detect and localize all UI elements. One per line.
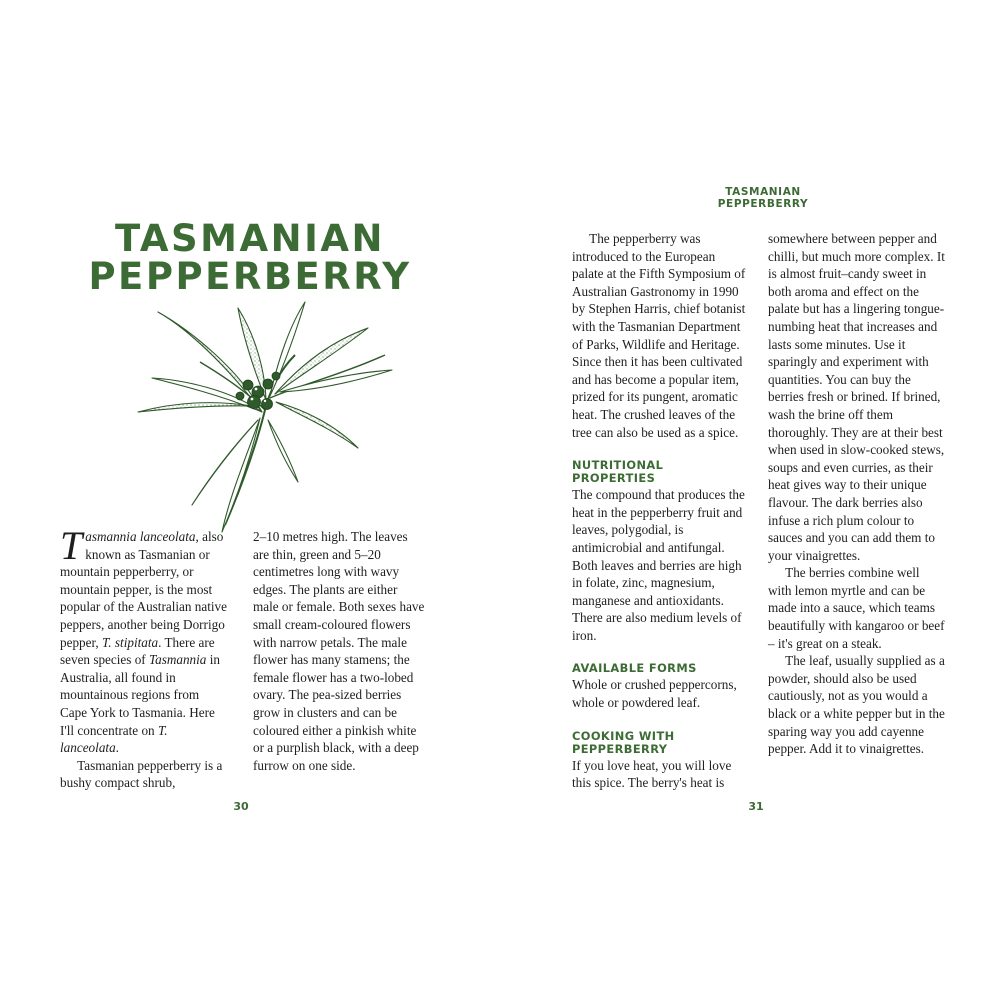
left-page-column-1 [60, 523, 228, 792]
cooking-paragraph-continued: somewhere between pepper and chilli, but much more complex. It is almost fruit–candy sweet in both aroma and effect on the palate but has a lingering tongue-numbing heat that increases and lasts some minutes. Use it sparingly and experiment with quantities. You can buy the berries fresh or brined. If brined, wash the brine off them thoroughly. They are at their best when used in slow-cooked stews, soups and even curries, as their heat gives way to their unique flavour. The dark berries also infuse a rich plum colour to sauces and you can add them to your vinaigrettes. [768, 231, 945, 563]
page-title-line-1: TASMANIAN [115, 217, 385, 260]
right-page-column-1 [572, 230, 747, 792]
description-paragraph-start: Tasmanian pepperberry is a bushy compact shrub, [60, 757, 223, 791]
page-title [60, 217, 440, 298]
intro-text-2: . There are seven species of [60, 634, 215, 668]
forms-heading: AVAILABLE FORMS [572, 661, 697, 676]
nutrition-paragraph: The compound that produces the heat in the pepperberry fruit and leaves, polygodial, is antimicrobial and antifungal. Both leaves and berries are high in folate, zinc, magnesium, manganese and antioxidants. There are also medium levels of iron. [572, 487, 745, 643]
right-page [500, 0, 1000, 1000]
leaf-paragraph: The leaf, usually supplied as a powder, should also be used cautiously, not as you would a black or a white pepper but in the sparing way you add cayenne pepper. Add it to vinaigrettes. [768, 653, 945, 757]
description-paragraph-continued: 2–10 metres high. The leaves are thin, green and 5–20 centimetres long with wavy edges. The plants are either male or female. Both sexes have small cream-coloured flowers with narrow petals. The male flower has many stamens; the female flower has a two-lobed ovary. The pea-sized berries grow in clusters and can be coloured either a pinkish white or a purplish black, with a deep furrow on one side. [253, 529, 425, 773]
genus-name: Tasmannia [148, 652, 207, 668]
nutrition-heading: NUTRITIONAL PROPERTIES [572, 458, 664, 486]
left-page-column-2 [253, 528, 425, 774]
forms-paragraph: Whole or crushed peppercorns, whole or powdered leaf. [572, 677, 737, 711]
berries-paragraph: The berries combine well with lemon myrtle and can be made into a sauce, which teams beautifully with kangaroo or beef – it's great on a steak. [768, 565, 945, 651]
right-page-column-2 [768, 230, 946, 758]
intro-text-3: in Australia, all found in mountainous regions from Cape York to Tasmania. Here I'll concentrate on [60, 652, 220, 738]
intro-text-1: , also known as Tasmanian or mountain pepperberry, or mountain pepper, is the most popular of the Australian native peppers, another being Dorrigo pepper, [60, 529, 227, 650]
page-number-left: 30 [233, 800, 249, 813]
focus-scientific-name: T. lanceolata [60, 722, 168, 756]
page-number-right: 31 [748, 800, 764, 813]
cooking-paragraph-start: If you love heat, you will love this spice. The berry's heat is [572, 757, 732, 791]
scientific-name: asmannia lanceolata [85, 529, 196, 544]
running-head: TASMANIAN PEPPERBERRY [717, 186, 809, 210]
history-paragraph: The pepperberry was introduced to the European palate at the Fifth Symposium of Australian Gastronomy in 1990 by Stephen Harris, chief botanist with the Tasmanian Department of Parks, Wildlife and Heritage. Since then it has been cultivated and has become a popular item, prized for its pungent, aromatic heat. The crushed leaves of the tree can also be used as a spice. [572, 231, 746, 440]
pepperberry-branch-illustration [130, 300, 400, 540]
drop-cap: T [60, 523, 83, 568]
page-title-line-2: PEPPERBERRY [88, 255, 412, 298]
dorrigo-scientific-name: T. stipitata [101, 634, 159, 650]
cooking-heading: COOKING WITH PEPPERBERRY [572, 728, 675, 756]
intro-paragraph [60, 523, 228, 757]
intro-text-4: . [115, 740, 119, 756]
